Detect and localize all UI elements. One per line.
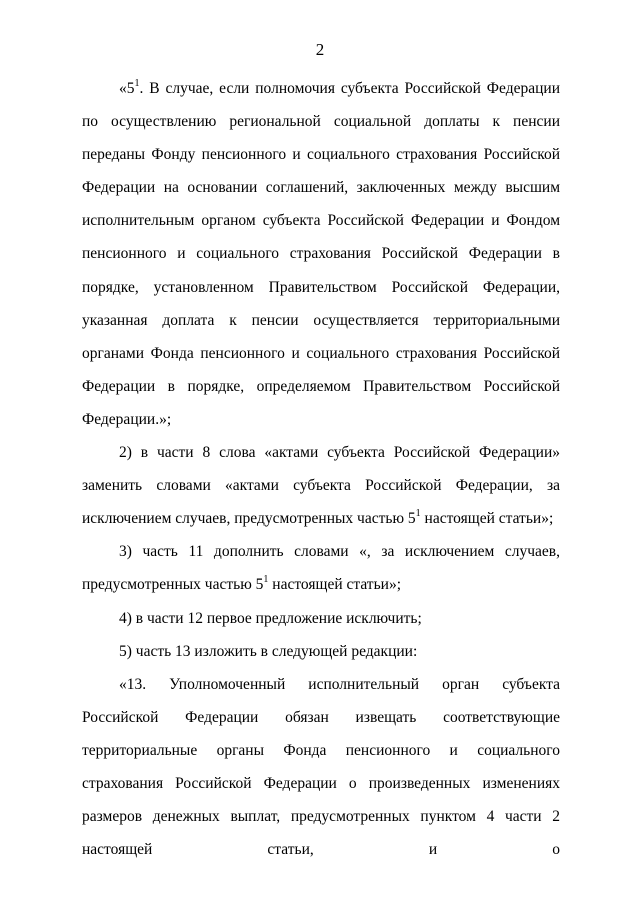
paragraph-item-3 — [82, 535, 560, 601]
paragraph-5-1 — [82, 72, 560, 436]
page-number: 2 — [315, 40, 325, 59]
paragraph-item-2 — [82, 436, 560, 535]
paragraph-item-2-start: 2) в части 8 слова «актами субъекта Российской Федерации» заменить словами «актами субъекта Российской Федерации, за исключением случаев, предусмотренных частью 5 — [82, 444, 560, 528]
paragraph-13: «13. Уполномоченный исполнительный орган субъекта Российской Федерации обязан извещать соответствующие территориальные органы Фонда пенсионного и социального страхования Российской Федерации о произведенных изменениях размеров денежных выплат, предусмотренных пунктом 4 части 2 настоящей статьи, и о — [82, 675, 560, 859]
superscript: 1 — [134, 77, 140, 89]
superscript: 1 — [263, 574, 269, 586]
paragraph-5-1-start: «5 — [119, 80, 135, 97]
paragraph-item-4: 4) в части 12 первое предложение исключить; — [119, 609, 422, 627]
paragraph-item-2-end: настоящей статьи»; — [420, 510, 554, 528]
paragraph-5-1-text: . В случае, если полномочия субъекта Российской Федерации по осуществлению региональной социальной доплаты к пенсии переданы Фонду пенсионного и социального страхования Российской Федерации на основании соглашений, заключенных между высшим исполнительным органом субъекта Российской Федерации и Фондом пенсионного и социального страхования Российской Федерации в порядке, установленном Правительством Российской Федерации, указанная доплата к пенсии осуществляется территориальными органами Фонда пенсионного и социального страхования Российской Федерации в порядке, определяемом Правительством Российской Федерации.»; — [82, 80, 560, 428]
superscript: 1 — [415, 508, 421, 520]
paragraph-item-3-start: 3) часть 11 дополнить словами «, за исключением случаев, предусмотренных частью 5 — [82, 543, 560, 594]
paragraph-item-5: 5) часть 13 изложить в следующей редакции: — [119, 642, 418, 660]
paragraph-item-3-end: настоящей статьи»; — [268, 576, 402, 594]
document-body — [82, 72, 560, 866]
